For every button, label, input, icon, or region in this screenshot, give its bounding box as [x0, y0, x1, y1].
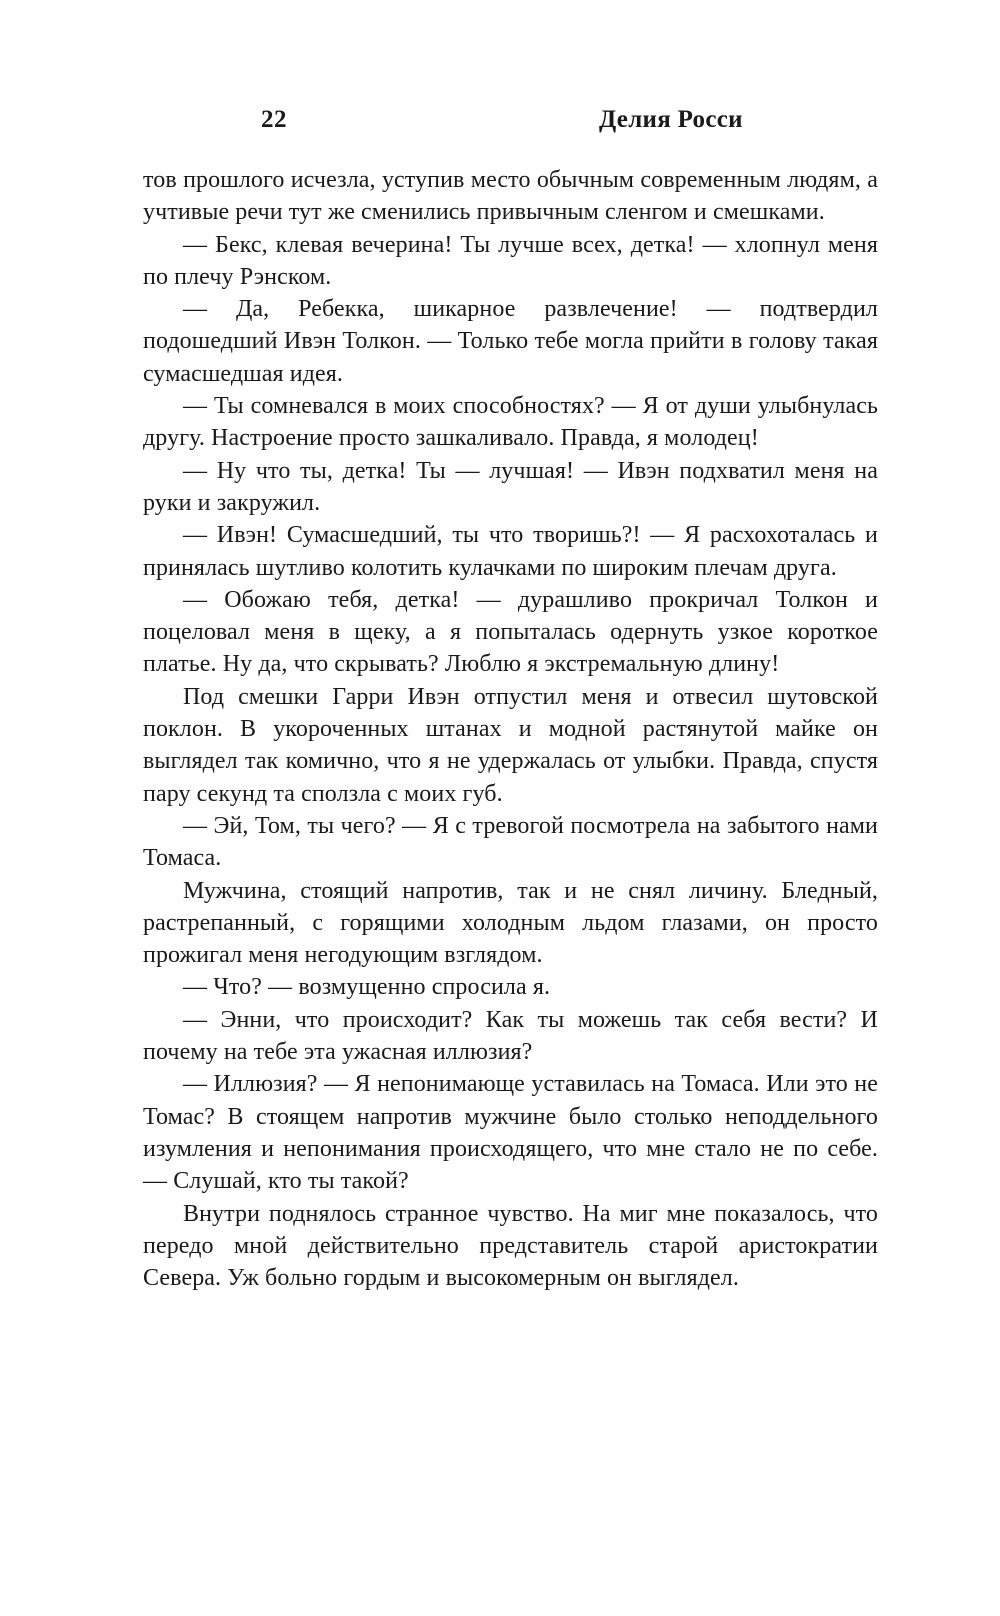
paragraph: тов прошлого исчезла, уступив место обычным современным людям, а учтивые речи тут же сменились привычным сленгом и смешками. [143, 167, 878, 226]
text-block [143, 164, 878, 1294]
running-header [0, 106, 1000, 142]
paragraph: — Ты сомневался в моих способностях? — Я от души улыбнулась другу. Настроение просто зашкаливало. Правда, я молодец! [143, 393, 878, 452]
paragraph: — Ивэн! Сумасшедший, ты что творишь?! — Я расхохоталась и принялась шутливо колотить кулачками по широким плечам друга. [143, 522, 878, 581]
page-number: 22 [261, 106, 287, 133]
paragraph: — Иллюзия? — Я непонимающе уставилась на Томаса. Или это не Томас? В стоящем напротив мужчине было столько неподдельного изумления и непонимания происходящего, что мне стало не по себе. — Слушай, кто ты такой? [143, 1071, 878, 1195]
paragraph: Внутри поднялось странное чувство. На миг мне показалось, что передо мной действительно представитель старой аристократии Севера. Уж больно гордым и высокомерным он выглядел. [143, 1200, 878, 1292]
paragraph: Под смешки Гарри Ивэн отпустил меня и отвесил шутовской поклон. В укороченных штанах и модной растянутой майке он выглядел так комично, что я не удержалась от улыбки. Правда, спустя пару секунд та сползла с моих губ. [143, 683, 878, 807]
paragraph: — Энни, что происходит? Как ты можешь так себя вести? И почему на тебе эта ужасная иллюзия? [143, 1006, 878, 1066]
paragraph: — Эй, Том, ты чего? — Я с тревогой посмотрела на забытого нами Томаса. [143, 812, 878, 872]
paragraph: — Ну что ты, детка! Ты — лучшая! — Ивэн подхватил меня на руки и закружил. [143, 457, 878, 516]
paragraph: — Обожаю тебя, детка! — дурашливо прокричал Толкон и поцеловал меня в щеку, а я попыталась одернуть узкое короткое платье. Ну да, что скрывать? Люблю я экстремальную длину! [143, 586, 878, 678]
running-title: Делия Росси [599, 106, 743, 133]
paragraph: — Да, Ребекка, шикарное развлечение! — подтвердил подошедший Ивэн Толкон. — Только тебе могла прийти в голову такая сумасшедшая идея. [143, 296, 878, 387]
paragraph: — Что? — возмущенно спросила я. [183, 974, 551, 1001]
paragraph: Мужчина, стоящий напротив, так и не снял личину. Бледный, растрепанный, с горящими холодным льдом глазами, он просто прожигал меня негодующим взглядом. [143, 877, 878, 969]
paragraph: — Бекс, клевая вечерина! Ты лучше всех, детка! — хлопнул меня по плечу Рэнском. [143, 231, 878, 290]
